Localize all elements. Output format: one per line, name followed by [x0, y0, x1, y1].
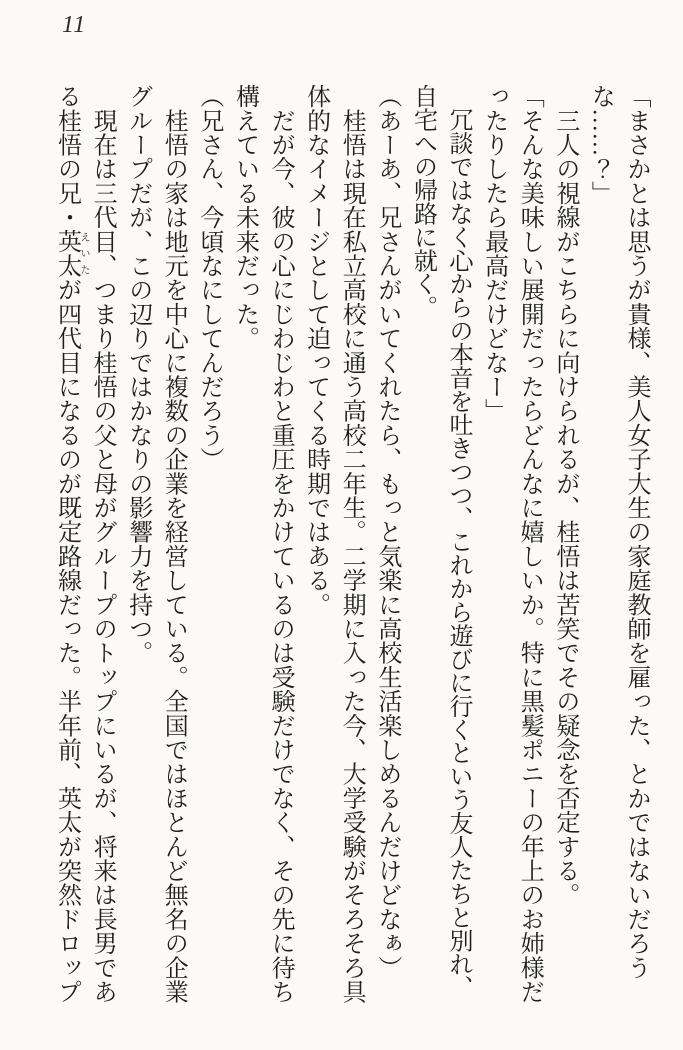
- ruby-eita: [53, 229, 89, 278]
- body-text: [48, 84, 653, 1014]
- paragraph-3-dialogue: 「そんな美味しい展開だったらどんなに嬉しいか。特に黒髪ポニーの年上のお姉様だったりしたら最高だけどなー」: [480, 84, 543, 1004]
- paragraph-7-narration: だが今、彼の心にじわじわと重圧をかけているのは受験だけでなく、その先に待ち構えている未来だった。: [231, 84, 294, 1004]
- paragraph-10-lead: 現在は三代目、つまり桂悟の父と母がグループのトップにいるが、将来は長男である桂悟の兄・: [53, 84, 116, 1004]
- paragraph-5-thought: （あーあ、兄さんがいてくれたら、もっと気楽に高校生活楽しめるんだけどなぁ）: [373, 84, 400, 980]
- paragraph-10-narration: [48, 84, 119, 1014]
- paragraph-10-tail: が四代目になるのが既定路線だった。半年前、英太が突然ドロップ: [53, 277, 80, 1004]
- paragraph-4-narration: 冗談ではなく心からの本音を吐きつつ、これから遊びに行くという友人たちと別れ、自宅への帰路に就く。: [409, 84, 472, 999]
- paragraph-6-narration: 桂悟は現在私立高校に通う高校二年生。二学期に入った今、大学受験がそろそろ具体的なイメージとして迫ってくる時期ではある。: [302, 84, 365, 1004]
- ruby-furigana: えいた: [78, 229, 89, 278]
- ruby-base: 英太: [53, 229, 80, 278]
- paragraph-9-narration: 桂悟の家は地元を中心に複数の企業を経営している。全国ではほとんど無名の企業グループだが、この辺りではかなりの影響力を持つ。: [124, 84, 187, 1004]
- paragraph-8-thought: （兄さん、今頃なにしてんだろう）: [195, 84, 222, 472]
- page-number: 11: [62, 12, 87, 38]
- paragraph-2-narration: 三人の視線がこちらに向けられるが、桂悟は苦笑でその疑念を否定する。: [551, 84, 578, 907]
- paragraph-1-dialogue: 「まさかとは思うが貴様、美人女子大生の家庭教師を雇った、とかではないだろうな……？」: [587, 84, 649, 980]
